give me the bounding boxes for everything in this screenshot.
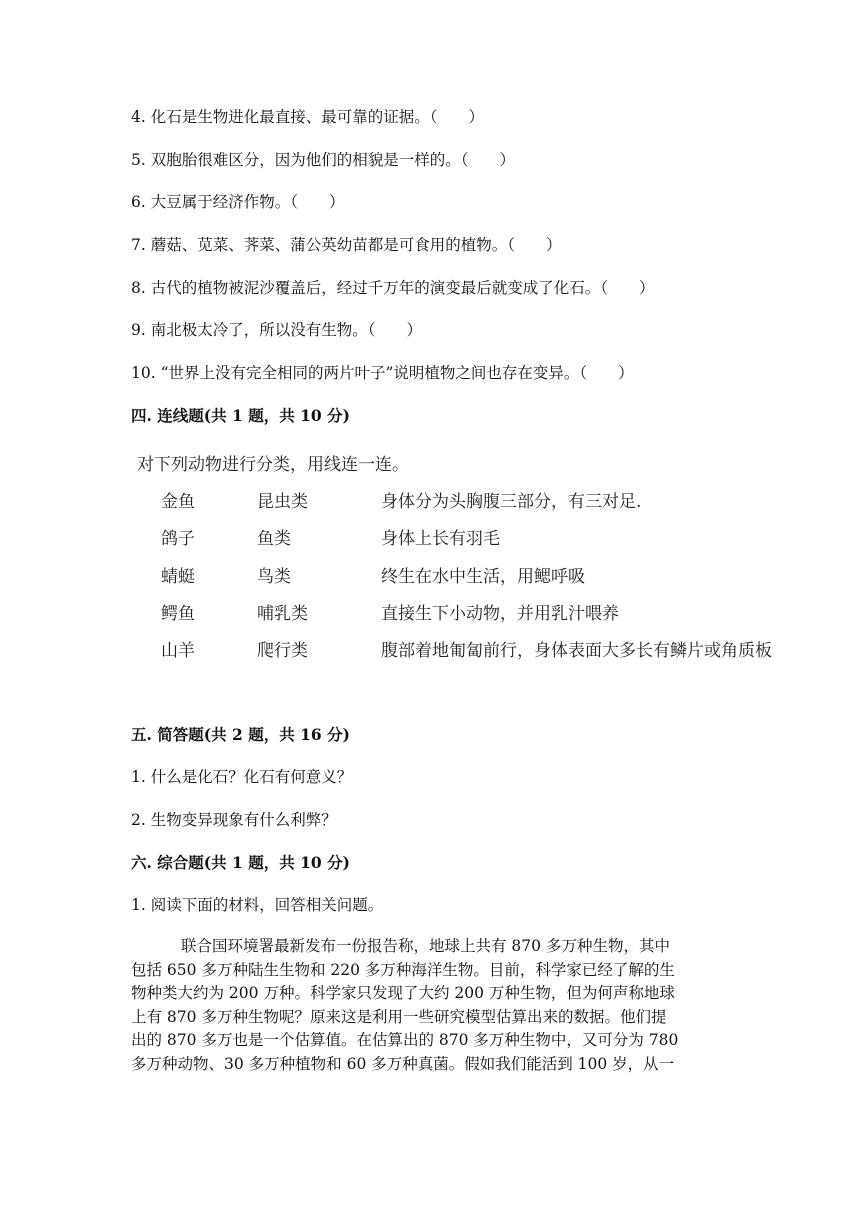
feature-item: 直接生下小动物，并用乳汁喂养 xyxy=(381,604,619,624)
matching-instruction: 对下列动物进行分类，用线连一连。 xyxy=(137,455,409,475)
passage-line: 出的 870 多万也是一个估算值。在估算出的 870 多万种生物中，又可分为 780 xyxy=(131,1031,679,1049)
judge-item-8: 8. 古代的植物被泥沙覆盖后，经过千万年的演变最后就变成了化石。（ ） xyxy=(131,279,655,297)
reading-passage xyxy=(131,935,727,1076)
feature-item: 腹部着地匍匐前行，身体表面大多长有鳞片或角质板 xyxy=(381,641,772,661)
matching-exercise xyxy=(131,440,831,665)
section-6-title: 六. 综合题(共 1 题，共 10 分) xyxy=(131,853,350,872)
passage-line: 联合国环境署最新发布一份报告称，地球上共有 870 多万种生物，其中 xyxy=(181,937,670,955)
short-answer-q1: 1. 什么是化石？化石有何意义？ xyxy=(131,768,353,786)
feature-item: 终生在水中生活，用鳃呼吸 xyxy=(381,567,585,587)
passage-line: 多万种动物、30 多万种植物和 60 多万种真菌。假如我们能活到 100 岁，从一 xyxy=(131,1054,675,1073)
category-item: 鱼类 xyxy=(257,529,291,549)
feature-item: 身体上长有羽毛 xyxy=(381,529,500,549)
category-item: 鸟类 xyxy=(257,567,291,587)
judge-item-6: 6. 大豆属于经济作物。（ ） xyxy=(131,193,345,211)
comprehensive-q1: 1. 阅读下面的材料，回答相关问题。 xyxy=(131,896,384,914)
animal-item: 鳄鱼 xyxy=(161,604,195,624)
short-answer-q2: 2. 生物变异现象有什么利弊？ xyxy=(131,811,337,829)
passage-line: 物种类大约为 200 万种。科学家只发现了大约 200 万种生物，但为何声称地球 xyxy=(131,984,675,1002)
passage-line: 上有 870 多万种生物呢？原来这是利用一些研究模型估算出来的数据。他们提 xyxy=(131,1007,667,1026)
passage-line: 包括 650 多万种陆生生物和 220 多万种海洋生物。目前，科学家已经了解的生 xyxy=(131,960,675,979)
animal-item: 金鱼 xyxy=(161,492,195,512)
feature-item: 身体分为头胸腹三部分，有三对足. xyxy=(381,492,642,512)
animal-item: 鸽子 xyxy=(161,529,195,549)
section-5-title: 五. 简答题(共 2 题，共 16 分) xyxy=(131,725,350,744)
judge-item-9: 9. 南北极太冷了，所以没有生物。（ ） xyxy=(131,321,422,339)
judge-item-4: 4. 化石是生物进化最直接、最可靠的证据。（ ） xyxy=(131,108,484,126)
category-item: 爬行类 xyxy=(257,641,308,661)
judge-item-5: 5. 双胞胎很难区分，因为他们的相貌是一样的。（ ） xyxy=(131,151,515,169)
judge-item-7: 7. 蘑菇、苋菜、荠菜、蒲公英幼苗都是可食用的植物。（ ） xyxy=(131,236,562,254)
animal-item: 山羊 xyxy=(161,641,195,661)
section-4-title: 四. 连线题(共 1 题，共 10 分) xyxy=(131,406,350,425)
judge-item-10: 10. “世界上没有完全相同的两片叶子”说明植物之间也存在变异。（ ） xyxy=(131,364,634,382)
animal-item: 蜻蜓 xyxy=(161,567,195,587)
category-item: 哺乳类 xyxy=(257,604,308,624)
category-item: 昆虫类 xyxy=(257,492,308,512)
